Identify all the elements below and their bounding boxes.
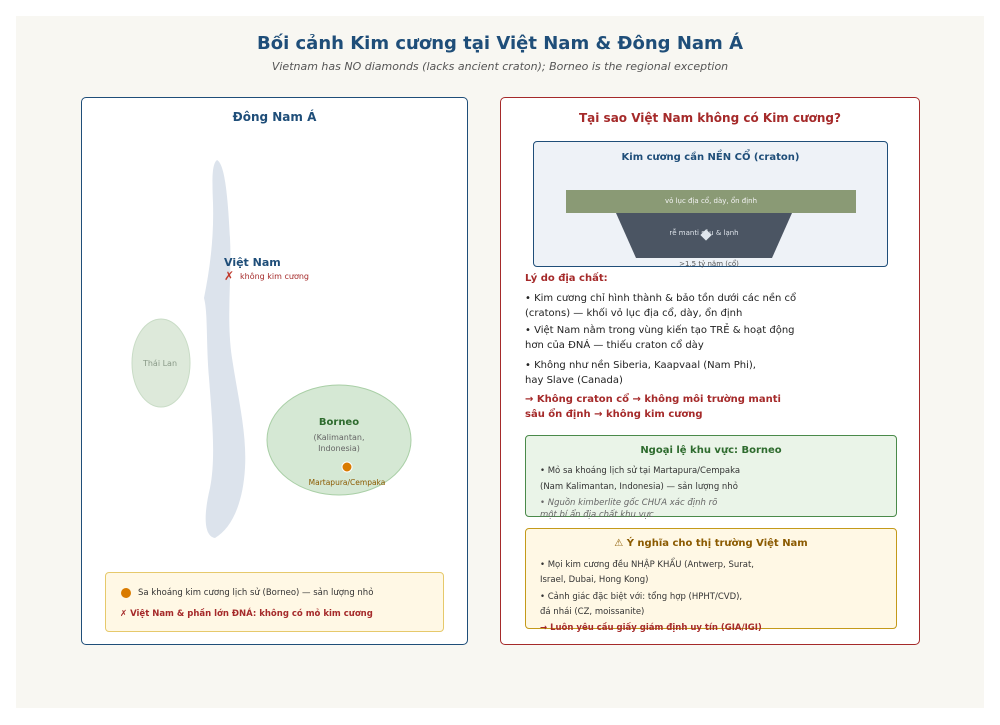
craton-box-title: Kim cương cần NỀN CỔ (craton) — [621, 152, 800, 163]
map-panel-title: Đông Nam Á — [232, 110, 317, 124]
market-line2: Israel, Dubai, Hong Kong) — [540, 575, 649, 585]
market-line1: • Mọi kim cương đều NHẬP KHẨU (Antwerp, Surat, — [540, 560, 754, 570]
deposit-dot-icon — [120, 587, 132, 599]
bullet-1: • Kim cương chỉ hình thành & bảo tồn dưới các nền cổ (cratons) — khối vỏ lục địa cổ, dày, ổn định — [525, 293, 797, 319]
market-line4: đá nhái (CZ, moissanite) — [540, 607, 645, 617]
reason-panel-title: Tại sao Việt Nam không có Kim cương? — [578, 111, 841, 125]
region-map — [82, 98, 467, 644]
reason-panel — [500, 97, 920, 645]
bullet-3: • Không như nền Siberia, Kaapvaal (Nam Phi), hay Slave (Canada) — [525, 360, 756, 386]
exception-line2: (Nam Kalimantan, Indonesia) — sản lượng nhỏ — [540, 482, 738, 492]
vietnam-shape — [204, 160, 245, 538]
thailand-label: Thái Lan — [142, 359, 178, 368]
vietnam-note: không kim cương — [240, 272, 309, 281]
crust-label: vỏ lục địa cổ, dày, ổn định — [664, 197, 758, 205]
market-box — [525, 528, 897, 633]
market-line5: → Luôn yêu cầu giấy giám định uy tín (GIA/IGI) — [540, 623, 762, 633]
exception-line1: • Mỏ sa khoáng lịch sử tại Martapura/Cempaka — [540, 466, 741, 476]
borneo-sub1: (Kalimantan, — [313, 433, 365, 442]
map-legend — [105, 572, 444, 632]
craton-box — [533, 141, 888, 267]
exception-line3: • Nguồn kimberlite gốc CHƯA xác định rõ — [540, 498, 718, 508]
age-label: >1,5 tỷ năm (cổ) — [679, 260, 739, 268]
root-label: rễ manti sâu & lạnh — [669, 229, 739, 237]
borneo-label: Borneo — [318, 417, 360, 428]
map-panel — [81, 97, 468, 645]
exception-title: Ngoại lệ khu vực: Borneo — [640, 445, 782, 456]
vietnam-label: Việt Nam — [224, 256, 281, 269]
cross-icon: ✗ — [224, 269, 235, 283]
exception-box — [525, 435, 897, 520]
legend-vietnam: ✗ Việt Nam & phần lớn ĐNÁ: không có mỏ kim cương — [120, 609, 373, 619]
page-subtitle: Vietnam has NO diamonds (lacks ancient craton); Borneo is the regional exception — [271, 60, 729, 73]
bullet-2: • Việt Nam nằm trong vùng kiến tạo TRẺ & hoạt động hơn của ĐNÁ — thiếu craton cổ dày — [525, 325, 795, 351]
page-title: Bối cảnh Kim cương tại Việt Nam & Đông Nam Á — [256, 33, 744, 54]
legend-deposit: Sa khoáng kim cương lịch sử (Borneo) — sản lượng nhỏ — [138, 588, 374, 598]
conclusion: → Không craton cổ → không môi trường manti sâu ổn định → không kim cương — [525, 394, 781, 420]
mine-dot — [342, 462, 352, 472]
exception-line4: một bí ẩn địa chất khu vực — [540, 510, 654, 520]
borneo-sub2: Indonesia) — [318, 444, 360, 453]
geo-heading: Lý do địa chất: — [525, 273, 608, 284]
mine-label: Martapura/Cempaka — [308, 478, 386, 487]
market-line3: • Cảnh giác đặc biệt với: tổng hợp (HPHT/CVD), — [540, 592, 743, 602]
market-title: ⚠ Ý nghĩa cho thị trường Việt Nam — [614, 538, 808, 549]
